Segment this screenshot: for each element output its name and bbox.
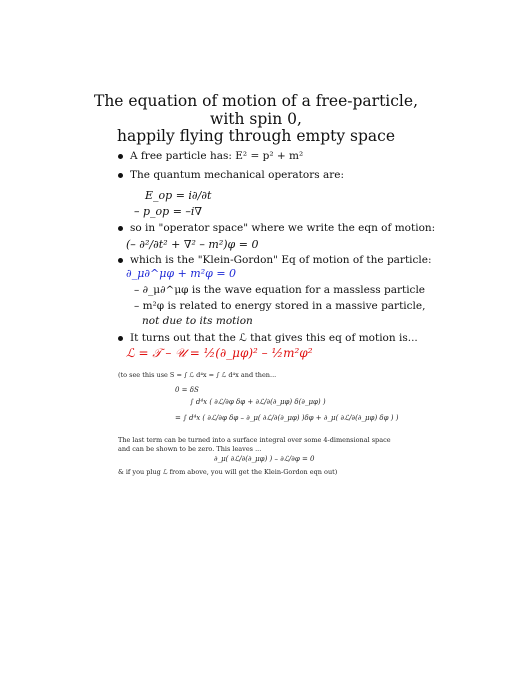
bullet-dot — [118, 258, 123, 263]
bullet-text: The quantum mechanical operators are: — [130, 169, 344, 181]
energy-operator-equation: E_op = i∂/∂t — [145, 189, 212, 202]
bullet-klein-gordon — [118, 254, 432, 266]
derivation-step-2: ∫ d⁴x ( ∂ℒ/∂φ δφ + ∂ℒ/∂(∂_μφ) δ(∂_μφ) ) — [190, 398, 326, 406]
derivation-step-3: = ∫ d⁴x ( ∂ℒ/∂φ δφ – ∂_μ( ∂ℒ/∂(∂_μφ) )δφ + ∂_μ( ∂ℒ/∂(∂_μφ) δφ ) ) — [175, 414, 399, 422]
bullet-dot — [118, 154, 123, 159]
momentum-operator-equation: – p_op = –i∇ — [134, 205, 203, 218]
bullet-lagrangian — [118, 332, 418, 344]
derivation-closing: & if you plug ℒ from above, you will get the Klein-Gordon eqn out) — [118, 468, 338, 476]
bullet-dot — [118, 226, 123, 231]
bullet-dot — [118, 173, 123, 178]
derivation-intro: (to see this use S = ∫ ℒ d⁴x = ∫ ℒ d⁴x and then... — [118, 371, 277, 379]
bullet-text: so in "operator space" where we write the eqn of motion: — [130, 222, 436, 234]
lagrangian-equation: ℒ = 𝒯 – 𝒰 = ½(∂_μφ)² – ½m²φ² — [126, 346, 313, 360]
bullet-dot — [118, 336, 123, 341]
bullet-operator-space — [118, 222, 435, 234]
slide-title-line-3: happily flying through empty space — [117, 127, 395, 145]
derivation-note: The last term can be turned into a surface integral over some 4-dimensional space and can be shown to be zero. This leaves ... — [118, 436, 391, 453]
euler-lagrange-result: ∂_μ( ∂ℒ/∂(∂_μφ) ) – ∂ℒ/∂φ = 0 — [214, 455, 315, 463]
slide-title-line-1: The equation of motion of a free-particle, — [93, 92, 418, 110]
sub-bullet-mass-term-cont: not due to its motion — [142, 315, 253, 327]
derivation-step-1: 0 = δS — [175, 386, 199, 394]
operator-space-equation: (– ∂²/∂t² + ∇² – m²)φ = 0 — [126, 238, 259, 251]
sub-bullet-mass-term: – m²φ is related to energy stored in a massive particle, — [134, 300, 426, 312]
bullet-text: It turns out that the ℒ that gives this eq of motion is... — [130, 332, 418, 344]
klein-gordon-equation: ∂_μ∂^μφ + m²φ = 0 — [126, 267, 237, 280]
bullet-free-particle — [118, 150, 303, 162]
bullet-operators — [118, 169, 344, 181]
slide-title-line-2: with spin 0, — [210, 110, 302, 128]
bullet-text: which is the "Klein-Gordon" Eq of motion of the particle: — [130, 254, 432, 266]
sub-bullet-wave-equation: – ∂_μ∂^μφ is the wave equation for a massless particle — [134, 284, 426, 296]
bullet-text: A free particle has: E² = p² + m² — [130, 150, 304, 162]
